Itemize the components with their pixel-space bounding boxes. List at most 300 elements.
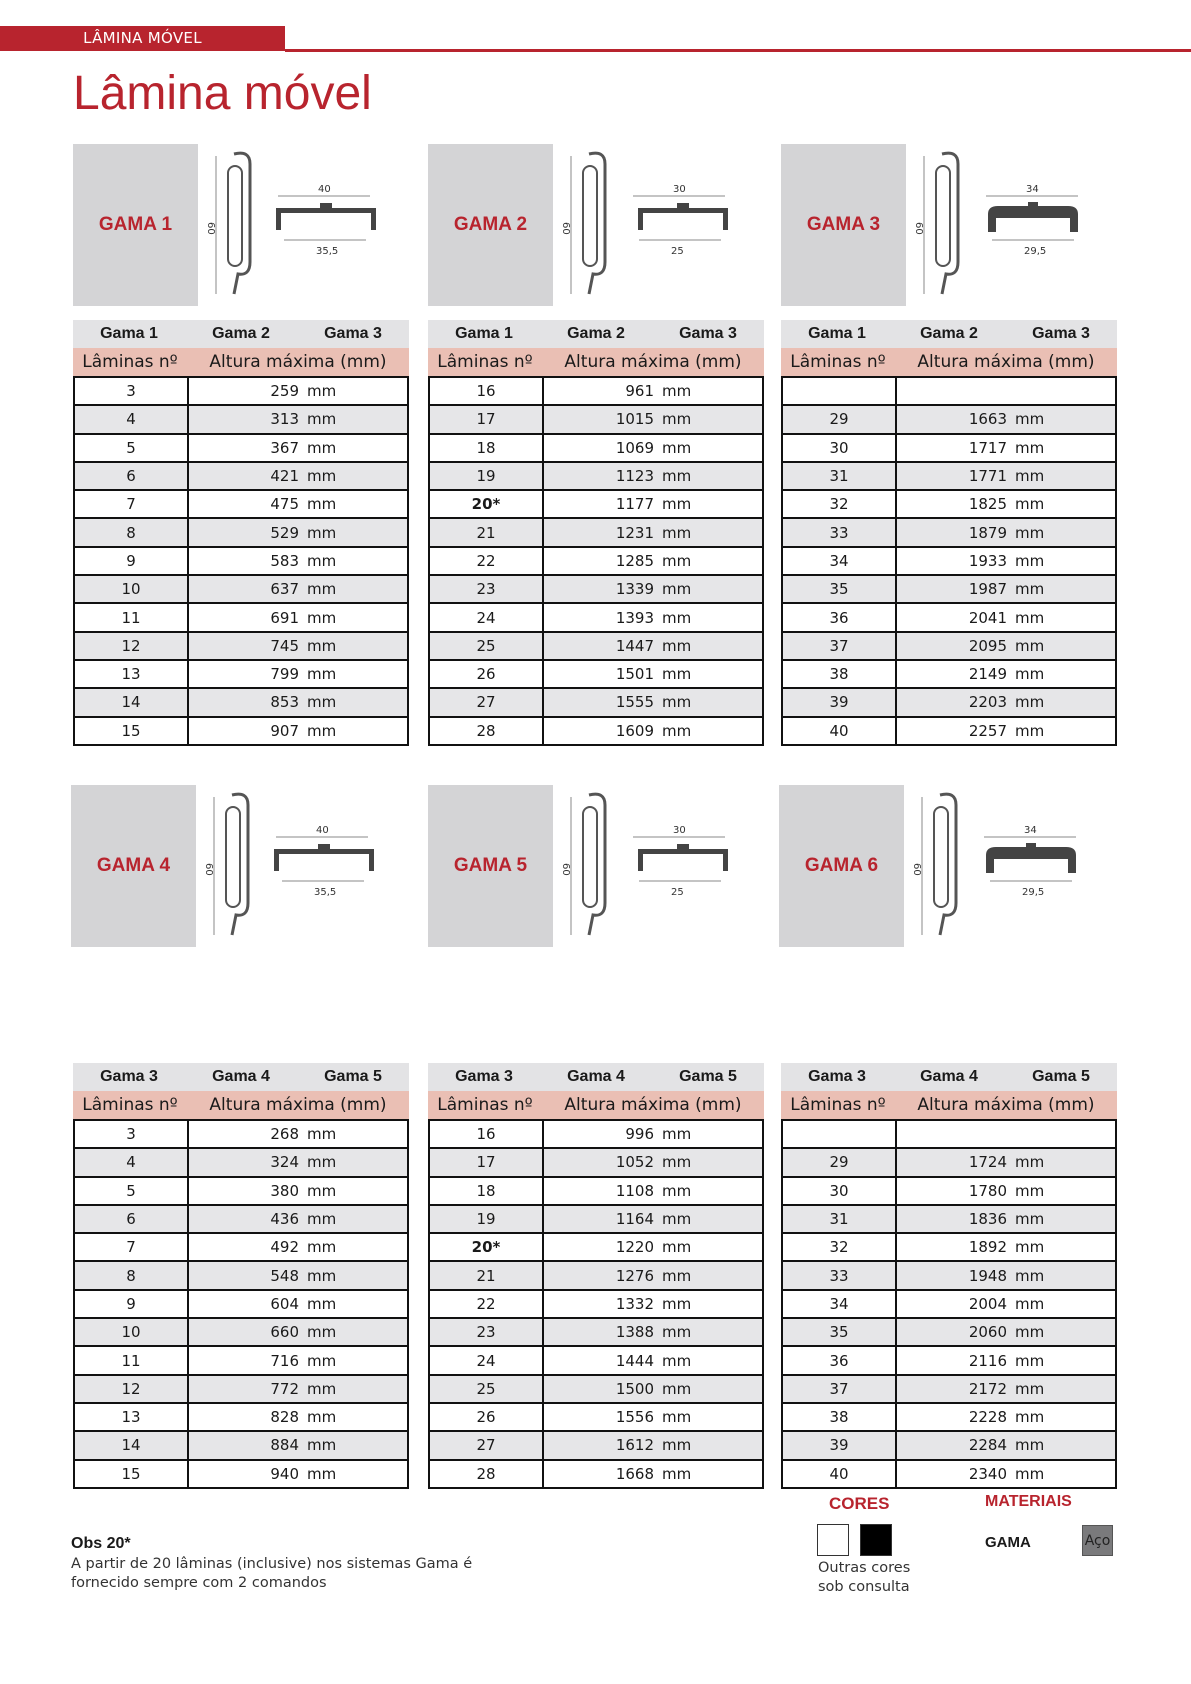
- altura-cell: [543, 1233, 763, 1261]
- table-row: [429, 490, 763, 518]
- laminas-cell: 34: [782, 547, 896, 575]
- table-row: [429, 717, 763, 745]
- altura-value: 716: [270, 1351, 299, 1370]
- column-header: [73, 348, 409, 376]
- altura-value: 2041: [968, 608, 1007, 627]
- altura-cell: [188, 462, 408, 490]
- altura-value: 772: [270, 1379, 299, 1398]
- table-row: [74, 660, 408, 688]
- top-dim-label: 30: [673, 825, 686, 836]
- table-row: [74, 377, 408, 405]
- table-row: [429, 518, 763, 546]
- altura-cell: [543, 1346, 763, 1374]
- column-header: [428, 348, 764, 376]
- altura-value: 940: [270, 1464, 299, 1483]
- gama-name: GAMA 5: [453, 855, 528, 876]
- gama-header: [781, 320, 1117, 348]
- altura-cell: [188, 1261, 408, 1289]
- altura-cell: [543, 688, 763, 716]
- section-profile: [988, 206, 1078, 232]
- altura-cell: [896, 688, 1116, 716]
- altura-value: 1220: [615, 1238, 654, 1257]
- altura-cell: [896, 490, 1116, 518]
- altura-unit: mm: [1015, 523, 1045, 542]
- altura-cell: [543, 1403, 763, 1431]
- laminas-cell: 3: [74, 377, 188, 405]
- table-row: [74, 518, 408, 546]
- altura-value: 1332: [615, 1294, 654, 1313]
- laminas-cell: 28: [429, 1460, 543, 1488]
- altura-cell: [543, 660, 763, 688]
- slat-profile-inner: [936, 166, 950, 266]
- altura-unit: mm: [662, 1436, 692, 1455]
- altura-unit: mm: [662, 608, 692, 627]
- laminas-cell: 39: [782, 688, 896, 716]
- table-row: [782, 1318, 1116, 1346]
- altura-value: 2095: [968, 636, 1007, 655]
- slat-profile-inner: [583, 807, 597, 907]
- altura-unit: mm: [662, 1238, 692, 1257]
- table-row: [74, 1460, 408, 1488]
- altura-header: Altura máxima (mm): [209, 352, 387, 372]
- altura-value: 2228: [968, 1408, 1007, 1427]
- table-row: [782, 688, 1116, 716]
- altura-value: 604: [270, 1294, 299, 1313]
- altura-cell: [543, 1177, 763, 1205]
- laminas-cell: 17: [429, 1148, 543, 1176]
- altura-unit: mm: [307, 1408, 337, 1427]
- altura-unit: mm: [307, 382, 337, 401]
- laminas-cell: 10: [74, 575, 188, 603]
- table-row: [782, 547, 1116, 575]
- laminas-cell: 3: [74, 1120, 188, 1148]
- laminas-cell: 34: [782, 1290, 896, 1318]
- altura-cell: [188, 405, 408, 433]
- table-row: [74, 405, 408, 433]
- altura-cell: [543, 1460, 763, 1488]
- laminas-cell: 24: [429, 603, 543, 631]
- laminas-cell: 9: [74, 1290, 188, 1318]
- altura-cell: [188, 1177, 408, 1205]
- altura-value: 475: [270, 495, 299, 514]
- gama-5-panel: [428, 785, 768, 947]
- altura-value: 1663: [968, 410, 1007, 429]
- profile-diagram: [904, 785, 1119, 947]
- gama-4-panel: [71, 785, 411, 947]
- table-row: [782, 1148, 1116, 1176]
- altura-header: Altura máxima (mm): [917, 1095, 1095, 1115]
- altura-value: 853: [270, 693, 299, 712]
- altura-cell: [543, 1375, 763, 1403]
- altura-value: 2340: [968, 1464, 1007, 1483]
- height-dim-label: 60: [560, 222, 571, 235]
- table-row: [429, 575, 763, 603]
- laminas-cell: 17: [429, 405, 543, 433]
- altura-unit: mm: [307, 1153, 337, 1172]
- altura-unit: mm: [1015, 608, 1045, 627]
- altura-cell: [896, 1290, 1116, 1318]
- altura-unit: mm: [307, 1181, 337, 1200]
- table-row: [782, 717, 1116, 745]
- laminas-cell: 25: [429, 1375, 543, 1403]
- section-label: LÂMINA MÓVEL: [83, 29, 202, 47]
- altura-unit: mm: [307, 1464, 337, 1483]
- laminas-cell: 38: [782, 1403, 896, 1431]
- column-header: [428, 1091, 764, 1119]
- table-row: [74, 1205, 408, 1233]
- altura-unit: mm: [307, 1436, 337, 1455]
- laminas-cell: 29: [782, 405, 896, 433]
- altura-unit: mm: [662, 438, 692, 457]
- altura-unit: mm: [662, 495, 692, 514]
- slat-profile-inner: [226, 807, 240, 907]
- laminas-cell: 18: [429, 434, 543, 462]
- laminas-cell: 15: [74, 717, 188, 745]
- altura-unit: mm: [662, 1181, 692, 1200]
- altura-cell: [543, 1120, 763, 1148]
- height-dim-label: 60: [913, 222, 924, 235]
- top-dim-label: 34: [1026, 184, 1039, 195]
- table-row: [74, 547, 408, 575]
- laminas-cell: 40: [782, 1460, 896, 1488]
- altura-unit: mm: [1015, 1181, 1045, 1200]
- section-tab: [0, 26, 285, 51]
- altura-value: 259: [270, 382, 299, 401]
- gama-header-label: Gama 5: [1032, 1068, 1090, 1085]
- height-dim-label: 60: [911, 863, 922, 876]
- laminas-cell: 36: [782, 603, 896, 631]
- altura-value: 492: [270, 1238, 299, 1257]
- altura-header: Altura máxima (mm): [209, 1095, 387, 1115]
- altura-cell: [188, 1233, 408, 1261]
- altura-cell: [896, 462, 1116, 490]
- altura-unit: mm: [662, 551, 692, 570]
- laminas-cell: 4: [74, 1148, 188, 1176]
- altura-value: 1015: [615, 410, 654, 429]
- gama-header-label: Gama 3: [100, 1068, 158, 1085]
- laminas-header: Lâminas nº: [437, 352, 533, 372]
- laminas-cell: 37: [782, 1375, 896, 1403]
- table-row: [782, 518, 1116, 546]
- laminas-cell: 8: [74, 1261, 188, 1289]
- gama-header: [428, 320, 764, 348]
- altura-value: 1052: [615, 1153, 654, 1172]
- laminas-cell: 37: [782, 632, 896, 660]
- altura-unit: mm: [1015, 1210, 1045, 1229]
- altura-unit: mm: [1015, 1408, 1045, 1427]
- altura-value: 1388: [615, 1323, 654, 1342]
- laminas-cell: 20*: [429, 490, 543, 518]
- height-dim-label: 60: [560, 863, 571, 876]
- table-row: [782, 660, 1116, 688]
- table-row: [782, 462, 1116, 490]
- altura-unit: mm: [307, 608, 337, 627]
- laminas-cell: 18: [429, 1177, 543, 1205]
- altura-value: 1556: [615, 1408, 654, 1427]
- altura-value: 1123: [615, 467, 654, 486]
- header-rule: [285, 49, 1191, 52]
- gama-header-label: Gama 4: [212, 1068, 270, 1085]
- table-row: [74, 1177, 408, 1205]
- altura-value: 2060: [968, 1323, 1007, 1342]
- altura-value: 1108: [615, 1181, 654, 1200]
- color-swatch-black: [860, 1524, 892, 1556]
- laminas-cell: 26: [429, 660, 543, 688]
- altura-cell: [896, 1460, 1116, 1488]
- laminas-cell: 29: [782, 1148, 896, 1176]
- altura-cell: [188, 1290, 408, 1318]
- table-row: [74, 688, 408, 716]
- altura-value: 324: [270, 1153, 299, 1172]
- altura-value: 2257: [968, 721, 1007, 740]
- altura-value: 1500: [615, 1379, 654, 1398]
- cores-note-line-1: Outras cores: [818, 1560, 911, 1576]
- table-row: [429, 405, 763, 433]
- altura-value: 529: [270, 523, 299, 542]
- altura-value: 1836: [968, 1210, 1007, 1229]
- altura-unit: mm: [662, 693, 692, 712]
- materiais-gama-label: GAMA: [985, 1534, 1031, 1551]
- height-table-5: [428, 1063, 764, 1489]
- laminas-cell: 30: [782, 1177, 896, 1205]
- altura-unit: mm: [307, 580, 337, 599]
- table-row: [429, 1318, 763, 1346]
- laminas-cell: 7: [74, 1233, 188, 1261]
- laminas-cell: 35: [782, 575, 896, 603]
- altura-unit: mm: [307, 551, 337, 570]
- table-row: [782, 434, 1116, 462]
- table-row: [74, 1290, 408, 1318]
- table-row: [782, 377, 1116, 405]
- laminas-cell: 38: [782, 660, 896, 688]
- laminas-cell: 23: [429, 575, 543, 603]
- table-row: [782, 490, 1116, 518]
- altura-value: 1393: [615, 608, 654, 627]
- altura-unit: mm: [1015, 1464, 1045, 1483]
- table-row: [74, 490, 408, 518]
- altura-cell: [896, 1261, 1116, 1289]
- table-row: [74, 1318, 408, 1346]
- altura-unit: mm: [1015, 467, 1045, 486]
- altura-value: 1987: [968, 580, 1007, 599]
- altura-value: 313: [270, 410, 299, 429]
- altura-unit: mm: [662, 1379, 692, 1398]
- altura-unit: mm: [307, 636, 337, 655]
- altura-cell: [896, 377, 1116, 405]
- laminas-cell: 12: [74, 632, 188, 660]
- table-row: [429, 547, 763, 575]
- cores-note-line-2: sob consulta: [818, 1579, 910, 1595]
- table-row: [74, 717, 408, 745]
- altura-header: Altura máxima (mm): [564, 1095, 742, 1115]
- top-dim-label: 40: [316, 825, 329, 836]
- altura-cell: [896, 1431, 1116, 1459]
- material-swatch-aco: Aço: [1082, 1525, 1113, 1556]
- altura-cell: [896, 405, 1116, 433]
- altura-value: 1555: [615, 693, 654, 712]
- altura-value: 421: [270, 467, 299, 486]
- laminas-cell: 40: [782, 717, 896, 745]
- gama-header: [73, 1063, 409, 1091]
- altura-unit: mm: [307, 1323, 337, 1342]
- altura-value: 367: [270, 438, 299, 457]
- laminas-cell: 12: [74, 1375, 188, 1403]
- laminas-cell: 14: [74, 688, 188, 716]
- table-row: [782, 1120, 1116, 1148]
- table-row: [74, 1120, 408, 1148]
- altura-unit: mm: [1015, 693, 1045, 712]
- altura-value: 1771: [968, 467, 1007, 486]
- table-row: [429, 1346, 763, 1374]
- laminas-cell: 8: [74, 518, 188, 546]
- table-row: [74, 1431, 408, 1459]
- altura-unit: mm: [1015, 636, 1045, 655]
- altura-unit: mm: [662, 410, 692, 429]
- laminas-cell: 21: [429, 1261, 543, 1289]
- table-row: [782, 1177, 1116, 1205]
- altura-value: 2149: [968, 665, 1007, 684]
- altura-value: 1501: [615, 665, 654, 684]
- gama-header-label: Gama 1: [100, 325, 158, 342]
- altura-unit: mm: [307, 1351, 337, 1370]
- altura-unit: mm: [662, 1464, 692, 1483]
- top-dim-label: 40: [318, 184, 331, 195]
- laminas-cell: 39: [782, 1431, 896, 1459]
- table-row: [429, 1261, 763, 1289]
- altura-unit: mm: [1015, 1238, 1045, 1257]
- laminas-cell: 28: [429, 717, 543, 745]
- altura-value: 1164: [615, 1210, 654, 1229]
- gama-header-label: Gama 3: [679, 325, 737, 342]
- altura-unit: mm: [662, 1294, 692, 1313]
- altura-cell: [543, 717, 763, 745]
- top-dim-label: 30: [673, 184, 686, 195]
- gama-header-label: Gama 3: [808, 1068, 866, 1085]
- laminas-cell: 13: [74, 660, 188, 688]
- altura-unit: mm: [1015, 1351, 1045, 1370]
- slat-profile-inner: [228, 166, 242, 266]
- altura-unit: mm: [1015, 495, 1045, 514]
- altura-unit: mm: [307, 467, 337, 486]
- altura-cell: [188, 1346, 408, 1374]
- bottom-dim-label: 25: [671, 246, 684, 257]
- altura-unit: mm: [662, 1125, 692, 1144]
- altura-cell: [188, 377, 408, 405]
- table-row: [429, 1120, 763, 1148]
- height-table-4: [73, 1063, 409, 1489]
- table-row: [782, 1375, 1116, 1403]
- laminas-cell: 26: [429, 1403, 543, 1431]
- table-row: [782, 1431, 1116, 1459]
- table-row: [74, 462, 408, 490]
- table-row: [429, 660, 763, 688]
- altura-cell: [188, 717, 408, 745]
- altura-cell: [543, 377, 763, 405]
- laminas-cell: 25: [429, 632, 543, 660]
- gama-header-label: Gama 2: [920, 325, 978, 342]
- altura-value: 380: [270, 1181, 299, 1200]
- gama-header-label: Gama 4: [567, 1068, 625, 1085]
- table-row: [74, 1403, 408, 1431]
- altura-cell: [188, 632, 408, 660]
- gama-header-label: Gama 3: [1032, 325, 1090, 342]
- table-row: [74, 603, 408, 631]
- altura-cell: [896, 632, 1116, 660]
- profile-diagram: [553, 785, 768, 947]
- altura-unit: mm: [662, 1323, 692, 1342]
- gama-header: [73, 320, 409, 348]
- laminas-cell: 32: [782, 490, 896, 518]
- gama-header-label: Gama 3: [324, 325, 382, 342]
- laminas-cell: 33: [782, 518, 896, 546]
- altura-value: 637: [270, 580, 299, 599]
- laminas-cell: 9: [74, 547, 188, 575]
- laminas-cell: 36: [782, 1346, 896, 1374]
- altura-cell: [896, 1177, 1116, 1205]
- altura-unit: mm: [307, 523, 337, 542]
- altura-cell: [188, 1403, 408, 1431]
- altura-cell: [188, 1205, 408, 1233]
- altura-value: 1609: [615, 721, 654, 740]
- altura-cell: [896, 1120, 1116, 1148]
- altura-value: 828: [270, 1408, 299, 1427]
- altura-value: 1879: [968, 523, 1007, 542]
- altura-cell: [896, 1318, 1116, 1346]
- altura-cell: [188, 518, 408, 546]
- altura-unit: mm: [1015, 1436, 1045, 1455]
- altura-cell: [896, 518, 1116, 546]
- altura-value: 745: [270, 636, 299, 655]
- laminas-cell: 22: [429, 1290, 543, 1318]
- laminas-cell: 33: [782, 1261, 896, 1289]
- altura-unit: mm: [662, 382, 692, 401]
- gama-header-label: Gama 5: [679, 1068, 737, 1085]
- table-row: [429, 1148, 763, 1176]
- laminas-cell: 31: [782, 462, 896, 490]
- table-row: [782, 1460, 1116, 1488]
- laminas-cell: 35: [782, 1318, 896, 1346]
- altura-value: 2172: [968, 1379, 1007, 1398]
- altura-value: 1825: [968, 495, 1007, 514]
- table-row: [74, 1346, 408, 1374]
- height-table-3: [781, 320, 1117, 746]
- altura-value: 1668: [615, 1464, 654, 1483]
- altura-value: 996: [625, 1125, 654, 1144]
- laminas-cell: 16: [429, 1120, 543, 1148]
- altura-cell: [896, 547, 1116, 575]
- altura-cell: [543, 1148, 763, 1176]
- table-row: [782, 405, 1116, 433]
- altura-cell: [188, 1120, 408, 1148]
- gama-header-label: Gama 2: [567, 325, 625, 342]
- gama-name: GAMA 6: [804, 855, 879, 876]
- section-profile: [986, 847, 1076, 873]
- altura-value: 2284: [968, 1436, 1007, 1455]
- materiais-title: MATERIAIS: [985, 1493, 1072, 1510]
- gama-name: GAMA 1: [98, 214, 173, 235]
- height-table-1: [73, 320, 409, 746]
- altura-cell: [188, 434, 408, 462]
- altura-cell: [188, 1431, 408, 1459]
- table-row: [74, 575, 408, 603]
- gama-header-label: Gama 1: [455, 325, 513, 342]
- table-row: [429, 688, 763, 716]
- table-row: [74, 1233, 408, 1261]
- profile-diagram: [553, 144, 768, 306]
- column-header: [781, 1091, 1117, 1119]
- altura-cell: [543, 603, 763, 631]
- altura-cell: [543, 490, 763, 518]
